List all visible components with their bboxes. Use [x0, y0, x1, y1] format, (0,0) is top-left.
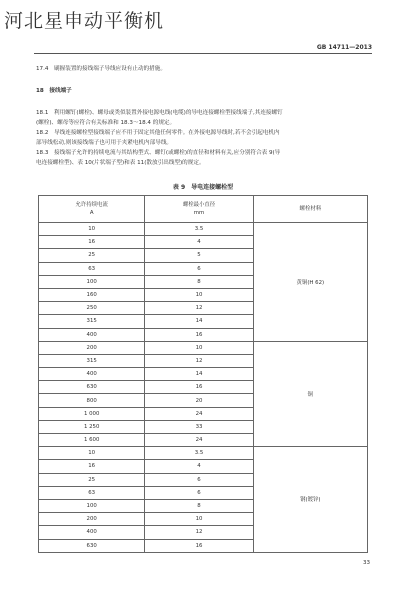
diameter-cell: 4 — [145, 460, 253, 473]
current-cell: 16 — [39, 460, 145, 473]
header-diameter-label: 螺栓最小直径 — [182, 202, 216, 208]
diameter-cell: 12 — [145, 526, 253, 539]
current-cell: 400 — [39, 526, 145, 539]
header-current — [39, 196, 145, 223]
current-cell: 25 — [39, 473, 145, 486]
clause-18-1-line2: (螺栓)、螺母等应符合有关标准和 18.3～18.4 的规定。 — [36, 120, 176, 126]
clause-18-3-line1: 18.3 接线端子允许的持续电流与其结构型式、螺钉(或螺栓)的直径和材料有关,应分别符合表 9(导 — [36, 150, 281, 156]
header-current-label: 允许持续电流 — [75, 202, 108, 208]
header-diameter-unit: mm — [193, 210, 205, 216]
diameter-cell: 3.5 — [145, 223, 253, 236]
current-cell: 25 — [39, 249, 145, 262]
table-row — [39, 223, 368, 236]
diameter-cell: 12 — [145, 302, 253, 315]
diameter-cell: 3.5 — [145, 447, 253, 460]
clause-18-3-line2: 电连接螺栓型)、表 10(片状端子型)和表 11(散放引出线型)的规定。 — [36, 160, 205, 166]
section-heading-18: 18 接线端子 — [36, 88, 72, 94]
current-cell: 400 — [39, 328, 145, 341]
diameter-cell: 16 — [145, 328, 253, 341]
standard-number: GB 14711—2013 — [316, 44, 372, 51]
table-header-row — [39, 196, 368, 223]
current-cell: 630 — [39, 539, 145, 552]
current-cell: 200 — [39, 513, 145, 526]
diameter-cell: 10 — [145, 513, 253, 526]
diameter-cell: 6 — [145, 473, 253, 486]
diameter-cell: 10 — [145, 341, 253, 354]
current-cell: 16 — [39, 236, 145, 249]
current-cell: 315 — [39, 354, 145, 367]
clause-18-2-line1: 18.2 导线连接螺栓型接线端子应不用于固定其他任何零件。在外接电源导线时,若不会引起电机内 — [36, 130, 280, 136]
diameter-cell: 16 — [145, 539, 253, 552]
current-cell: 315 — [39, 315, 145, 328]
material-cell: 黄铜(H 62) — [253, 223, 367, 342]
current-cell: 63 — [39, 486, 145, 499]
material-cell: 铜 — [253, 341, 367, 447]
current-cell: 10 — [39, 447, 145, 460]
diameter-cell: 10 — [145, 288, 253, 301]
header-material: 螺栓材料 — [253, 196, 367, 223]
diameter-cell: 8 — [145, 499, 253, 512]
table-row — [39, 341, 368, 354]
clause-18-1-line1: 18.1 利用螺钉(螺栓)、螺母或类似装置外接电源电线(电缆)的导电连接螺栓型接线端子,其连接螺钉 — [36, 110, 283, 116]
table-body — [39, 223, 368, 553]
diameter-cell: 33 — [145, 420, 253, 433]
bolt-spec-table — [38, 195, 368, 553]
current-cell: 800 — [39, 394, 145, 407]
table-caption: 表 9 导电连接螺栓型 — [172, 184, 234, 191]
clause-17-4: 17.4 刷握装置的接线端子导线应设有止动的措施。 — [36, 66, 166, 72]
diameter-cell: 20 — [145, 394, 253, 407]
watermark-title: 河北星申动平衡机 — [4, 10, 165, 32]
current-cell: 1 000 — [39, 407, 145, 420]
diameter-cell: 6 — [145, 262, 253, 275]
current-cell: 1 600 — [39, 434, 145, 447]
page-number: 33 — [363, 560, 370, 566]
diameter-cell: 5 — [145, 249, 253, 262]
diameter-cell: 6 — [145, 486, 253, 499]
header-diameter — [145, 196, 253, 223]
current-cell: 63 — [39, 262, 145, 275]
current-cell: 1 250 — [39, 420, 145, 433]
diameter-cell: 14 — [145, 315, 253, 328]
current-cell: 160 — [39, 288, 145, 301]
current-cell: 630 — [39, 381, 145, 394]
diameter-cell: 4 — [145, 236, 253, 249]
current-cell: 400 — [39, 368, 145, 381]
current-cell: 100 — [39, 499, 145, 512]
header-rule — [34, 53, 372, 54]
current-cell: 200 — [39, 341, 145, 354]
diameter-cell: 24 — [145, 407, 253, 420]
table-row — [39, 447, 368, 460]
clause-18-2-line2: 部导线松动,则该接线端子也可用于夹紧电机内部导线。 — [36, 140, 173, 146]
diameter-cell: 16 — [145, 381, 253, 394]
current-cell: 250 — [39, 302, 145, 315]
diameter-cell: 8 — [145, 275, 253, 288]
current-cell: 10 — [39, 223, 145, 236]
current-cell: 100 — [39, 275, 145, 288]
diameter-cell: 24 — [145, 434, 253, 447]
header-current-unit: A — [89, 210, 94, 216]
diameter-cell: 14 — [145, 368, 253, 381]
diameter-cell: 12 — [145, 354, 253, 367]
material-cell: 钢(镀锌) — [253, 447, 367, 553]
